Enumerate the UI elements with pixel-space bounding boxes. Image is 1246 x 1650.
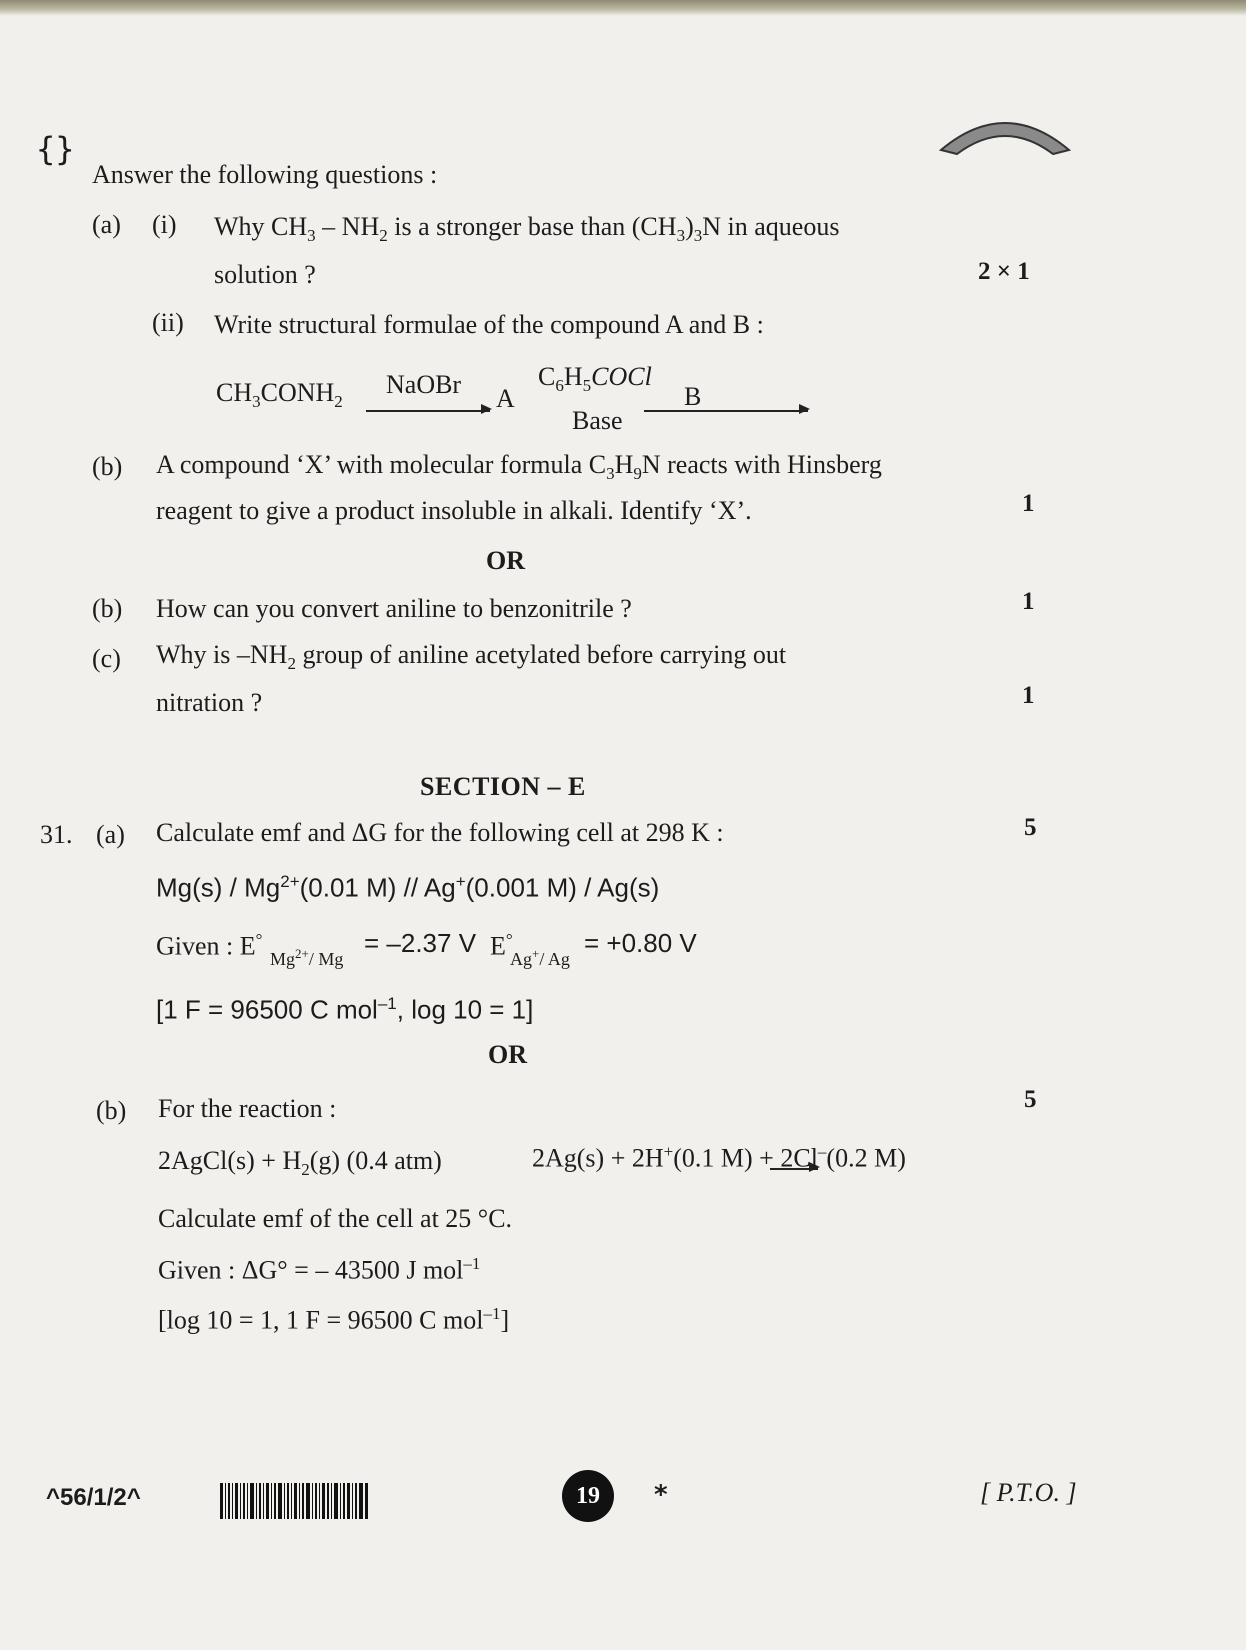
reaction1-reagent2: $C_6H_5COCl$: [538, 362, 652, 396]
or-divider-2: OR: [488, 1040, 527, 1069]
q30-c-marks: 1: [1022, 682, 1035, 709]
q30-b2-label: (b): [92, 594, 123, 623]
reaction1-product-b: B: [684, 382, 702, 411]
paper-code: ^56/1/2^: [46, 1484, 141, 1511]
constants-a: [1 F = 96500 C mol$^{-1}$, log 10 = 1]: [156, 994, 534, 1025]
q30-b2-question: How can you convert aniline to benzonitrile ?: [156, 594, 632, 623]
star-mark: *: [654, 1480, 668, 1510]
q31-b-calc-text: Calculate emf of the cell at 25 °C.: [158, 1204, 513, 1233]
page-number-badge: 19: [562, 1470, 614, 1522]
q30-ai-label: (i): [152, 210, 177, 239]
q30-b-label: (b): [92, 452, 123, 481]
q30-b-marks: 1: [1022, 490, 1035, 517]
reaction1-arrow1: [366, 410, 490, 412]
q30-b-question: A compound ‘X’ with molecular formula $C_3H_9N$ reacts with Hinsberg: [156, 450, 882, 484]
q30-ai-question-line2: solution ?: [214, 260, 316, 289]
q30-ai-question: Why $CH_3 - NH_2$ is a stronger base than $(CH_3)_3N$ in aqueous: [214, 212, 840, 246]
q30-aii-question: Write structural formulae of the compound A and B :: [214, 310, 764, 339]
pto-label: [ P.T.O. ]: [980, 1478, 1077, 1507]
q31-number: 31.: [40, 820, 73, 849]
q31-b-label: (b): [96, 1096, 127, 1125]
q31-b-constants: [log 10 = 1, 1 F = 96500 C mol$^{-1}$]: [158, 1304, 510, 1335]
q31-a-question: Calculate emf and ΔG for the following cell at 298 K :: [156, 818, 724, 847]
given-ag-subscript: Ag+/ Ag: [510, 946, 570, 969]
section-heading: SECTION – E: [420, 772, 586, 801]
q31-b-question: For the reaction :: [158, 1094, 337, 1123]
given-mg-subscript: $Mg^{2+}/$ Mg: [270, 946, 344, 969]
reaction1-reactant: $CH_3CONH_2$: [216, 378, 343, 412]
q30-a-label: (a): [92, 210, 121, 239]
q30-ai-marks: 2 × 1: [978, 258, 1030, 285]
q30-c-question: Why is $-NH_2$ group of aniline acetylated before carrying out: [156, 640, 787, 674]
or-divider-1: OR: [486, 546, 525, 575]
q30-aii-label: (ii): [152, 308, 184, 337]
reaction1-reagent1: NaOBr: [386, 370, 462, 399]
cell-notation: $Mg(s) / Mg^{2+}(0.01$ M) // Ag+(0.001 M) / Ag(s): [156, 872, 660, 903]
intro-instruction: Answer the following questions :: [92, 160, 438, 189]
q30-c-question-line2: nitration ?: [156, 688, 263, 717]
barcode-graphic: [220, 1483, 368, 1519]
q31-b-given: Given : ΔG° = – 43500 J mol$^{-1}$: [158, 1254, 481, 1285]
given-mg-value: = –2.37 V: [364, 928, 477, 958]
q31-b-marks: 5: [1024, 1086, 1037, 1113]
arc-shape-decoration: [935, 110, 1075, 160]
q30-c-label: (c): [92, 644, 121, 673]
given-e-ag: E°: [490, 930, 513, 961]
q31-a-marks: 5: [1024, 814, 1037, 841]
reaction1-product-a: A: [496, 384, 515, 413]
q30-b-question-line2: reagent to give a product insoluble in alkali. Identify ‘X’.: [156, 496, 752, 525]
q30-b2-marks: 1: [1022, 588, 1035, 615]
braces-mark: {}: [36, 130, 75, 168]
reaction2-left: 2AgCl(s) + $H_2(g)$ (0.4 atm): [158, 1146, 442, 1180]
reaction1-reagent2-below: Base: [572, 406, 623, 435]
reaction2-right: 2Ag(s) + 2H+(0.1 M) + 2Cl–(0.2 M): [532, 1142, 906, 1173]
q31-a-label: (a): [96, 820, 125, 849]
reaction1-arrow2: [644, 410, 808, 412]
given-e-mg: Given : E°: [156, 930, 263, 961]
given-ag-value: = +0.80 V: [584, 928, 697, 958]
page-top-edge: [0, 0, 1246, 16]
